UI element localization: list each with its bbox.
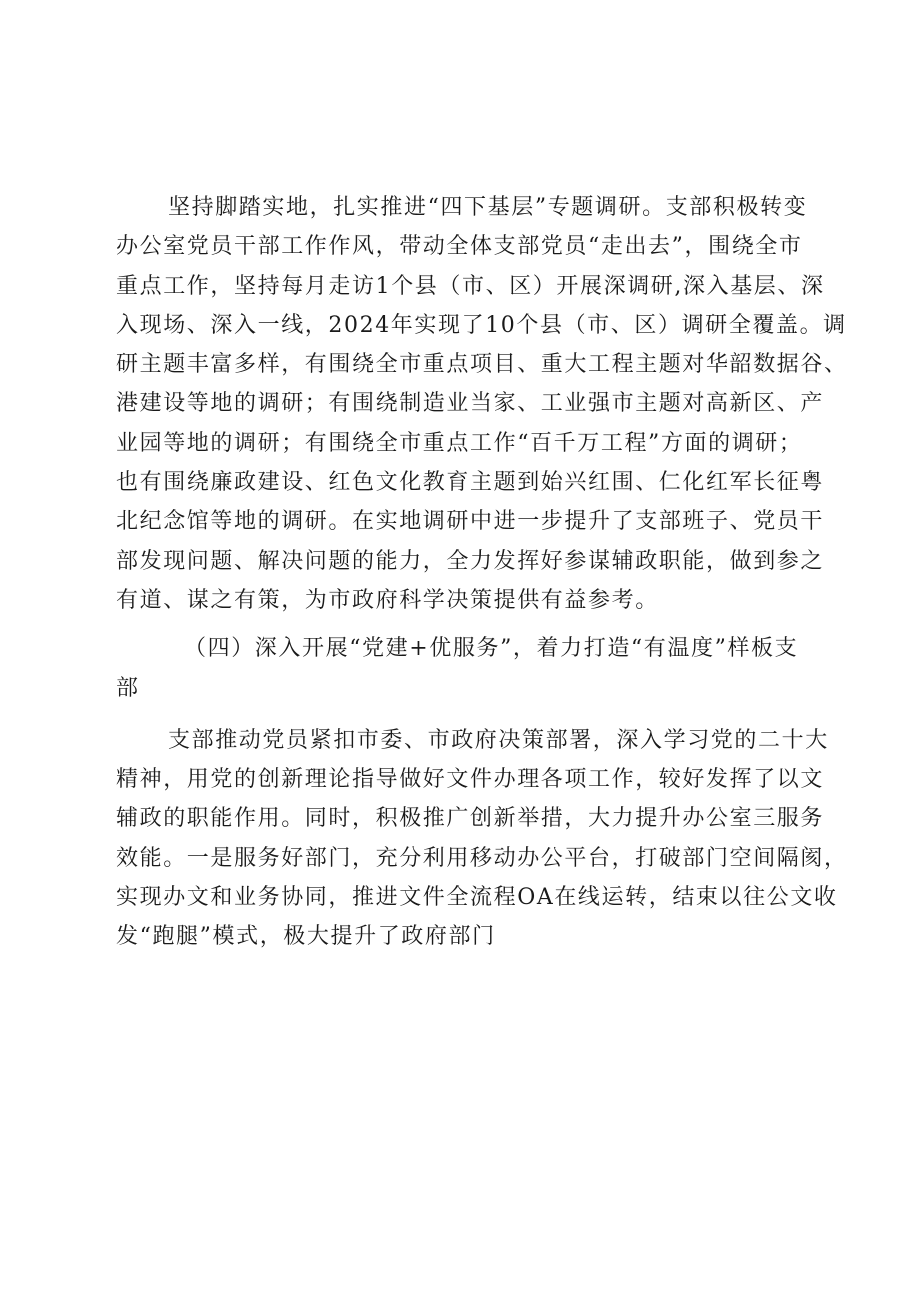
paragraph-line: 发“跑腿”模式，极大提升了政府部门	[116, 924, 496, 950]
paragraph-party-building-service	[116, 721, 848, 957]
paragraph-line: 重点工作，坚持每月走访1个县（市、区）开展深调研,深入基层、深	[116, 273, 825, 299]
paragraph-four-grassroots-research	[116, 188, 848, 620]
paragraph-line: 辅政的职能作用。同时，积极推广创新举措，大力提升办公室三服务	[116, 806, 825, 832]
section-heading-four	[116, 629, 824, 708]
paragraph-line: 办公室党员干部工作作风，带动全体支部党员“走出去”，围绕全市	[116, 234, 803, 260]
paragraph-line: 精神，用党的创新理论指导做好文件办理各项工作，较好发挥了以文	[116, 767, 825, 793]
paragraph-line: 入现场、深入一线，2024年实现了10个县（市、区）调研全覆盖。调	[116, 312, 847, 338]
paragraph-line: 业园等地的调研；有围绕全市重点工作“百千万工程”方面的调研；	[116, 430, 803, 456]
document-body	[116, 188, 848, 957]
paragraph-line: 也有围绕廉政建设、红色文化教育主题到始兴红围、仁化红军长征粤	[116, 470, 825, 496]
heading-line: （四）深入开展“党建+优服务”，着力打造“有温度”样板支	[184, 636, 799, 662]
paragraph-line: 研主题丰富多样，有围绕全市重点项目、重大工程主题对华韶数据谷、	[116, 352, 848, 378]
paragraph-line: 港建设等地的调研；有围绕制造业当家、工业强市主题对高新区、产	[116, 391, 825, 417]
paragraph-line: 有道、谋之有策，为市政府科学决策提供有益参考。	[116, 587, 659, 613]
paragraph-line: 坚持脚踏实地，扎实推进“四下基层”专题调研。支部积极转变	[168, 195, 808, 220]
heading-line: 部	[116, 675, 140, 701]
paragraph-line: 实现办文和业务协同，推进文件全流程OA在线运转，结束以往公文收	[116, 885, 838, 911]
paragraph-line: 北纪念馆等地的调研。在实地调研中进一步提升了支部班子、党员干	[116, 509, 825, 535]
paragraph-line: 效能。一是服务好部门，充分利用移动办公平台，打破部门空间隔阂，	[116, 845, 848, 871]
paragraph-line: 部发现问题、解决问题的能力，全力发挥好参谋辅政职能，做到参之	[116, 548, 825, 574]
paragraph-line: 支部推动党员紧扣市委、市政府决策部署，深入学习党的二十大	[168, 727, 829, 753]
